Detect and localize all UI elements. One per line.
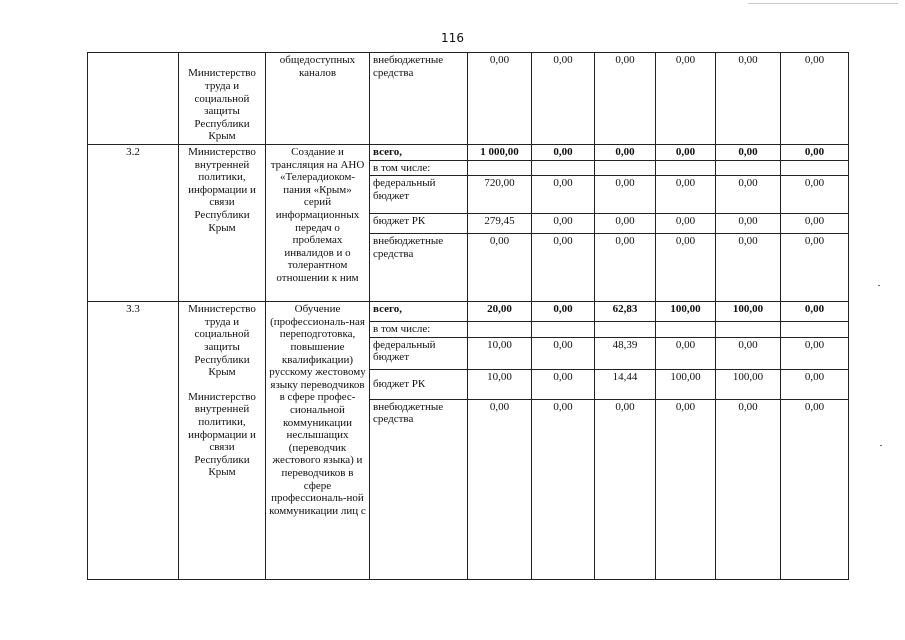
table-row bbox=[88, 53, 849, 145]
value-cell: 0,00 bbox=[595, 53, 656, 145]
empty-cell bbox=[532, 322, 595, 338]
row-number-cell: 3.3 bbox=[88, 302, 179, 580]
value-cell: 0,00 bbox=[468, 399, 532, 579]
value-cell: 0,00 bbox=[656, 214, 716, 234]
value-cell: 0,00 bbox=[595, 214, 656, 234]
empty-cell bbox=[781, 322, 849, 338]
value-cell: 0,00 bbox=[595, 176, 656, 214]
funding-source-cell: бюджет РК bbox=[370, 214, 468, 234]
value-cell: 0,00 bbox=[532, 302, 595, 322]
funding-source-cell: федеральный бюджет bbox=[370, 176, 468, 214]
value-cell: 0,00 bbox=[532, 53, 595, 145]
value-cell: 48,39 bbox=[595, 337, 656, 369]
funding-source-cell: внебюджетные средства bbox=[370, 53, 468, 145]
value-cell: 0,00 bbox=[656, 145, 716, 161]
value-cell: 0,00 bbox=[781, 176, 849, 214]
value-cell: 720,00 bbox=[468, 176, 532, 214]
value-cell: 14,44 bbox=[595, 369, 656, 399]
value-cell: 279,45 bbox=[468, 214, 532, 234]
executor-text: Министерство труда и социальной защиты Республики Крым bbox=[188, 303, 256, 379]
empty-cell bbox=[781, 160, 849, 176]
value-cell: 0,00 bbox=[716, 53, 781, 145]
value-cell: 1 000,00 bbox=[468, 145, 532, 161]
activity-cell: общедоступных каналов bbox=[266, 53, 370, 145]
value-cell: 0,00 bbox=[532, 337, 595, 369]
value-cell: 0,00 bbox=[656, 53, 716, 145]
funding-source-cell: внебюджетные средства bbox=[370, 234, 468, 302]
value-cell: 10,00 bbox=[468, 337, 532, 369]
empty-cell bbox=[716, 160, 781, 176]
empty-cell bbox=[595, 160, 656, 176]
value-cell: 0,00 bbox=[781, 145, 849, 161]
value-cell: 0,00 bbox=[532, 369, 595, 399]
funding-source-cell: всего, bbox=[370, 302, 468, 322]
funding-source-cell: в том числе: bbox=[370, 322, 468, 338]
funding-source-cell: федеральный бюджет bbox=[370, 337, 468, 369]
scan-speck bbox=[880, 445, 882, 446]
scan-edge-line bbox=[748, 3, 898, 4]
funding-source-cell: в том числе: bbox=[370, 160, 468, 176]
empty-cell bbox=[656, 322, 716, 338]
empty-cell bbox=[716, 322, 781, 338]
value-cell: 0,00 bbox=[532, 234, 595, 302]
value-cell: 0,00 bbox=[468, 234, 532, 302]
scan-speck bbox=[878, 285, 880, 286]
executor-cell bbox=[179, 302, 266, 580]
activity-cell: Обучение (профессиональ-ная переподготовка, повышение квалификации) русскому жестовому языку переводчиков в сфере профес-сиональной коммуникации неслышащих (переводчик жестового языка) и переводчиков в сфере профессиональ-ной коммуникации лиц с bbox=[266, 302, 370, 580]
value-cell: 0,00 bbox=[595, 399, 656, 579]
value-cell: 0,00 bbox=[532, 145, 595, 161]
value-cell: 0,00 bbox=[781, 53, 849, 145]
value-cell: 0,00 bbox=[781, 369, 849, 399]
activity-cell: Создание и трансляция на АНО «Телерадиоком-пания «Крым» серий информационных передач о проблемах инвалидов и о толерантном отношении к ним bbox=[266, 145, 370, 302]
value-cell: 0,00 bbox=[656, 234, 716, 302]
value-cell: 0,00 bbox=[532, 176, 595, 214]
value-cell: 0,00 bbox=[781, 302, 849, 322]
value-cell: 20,00 bbox=[468, 302, 532, 322]
value-cell: 0,00 bbox=[781, 399, 849, 579]
value-cell: 100,00 bbox=[656, 302, 716, 322]
budget-table bbox=[87, 52, 849, 580]
value-cell: 0,00 bbox=[595, 234, 656, 302]
value-cell: 0,00 bbox=[468, 53, 532, 145]
funding-source-cell: всего, bbox=[370, 145, 468, 161]
value-cell: 0,00 bbox=[716, 176, 781, 214]
value-cell: 100,00 bbox=[716, 369, 781, 399]
value-cell: 0,00 bbox=[532, 214, 595, 234]
value-cell: 0,00 bbox=[656, 399, 716, 579]
value-cell: 0,00 bbox=[532, 399, 595, 579]
value-cell: 100,00 bbox=[716, 302, 781, 322]
value-cell: 0,00 bbox=[716, 337, 781, 369]
value-cell: 0,00 bbox=[656, 337, 716, 369]
value-cell: 10,00 bbox=[468, 369, 532, 399]
value-cell: 62,83 bbox=[595, 302, 656, 322]
value-cell: 0,00 bbox=[595, 145, 656, 161]
row-number-cell bbox=[88, 53, 179, 145]
funding-source-cell: бюджет РК bbox=[370, 369, 468, 399]
page-number: 116 bbox=[441, 31, 464, 45]
empty-cell bbox=[595, 322, 656, 338]
funding-source-cell: внебюджетные средства bbox=[370, 399, 468, 579]
value-cell: 0,00 bbox=[716, 234, 781, 302]
empty-cell bbox=[532, 160, 595, 176]
executor-cell bbox=[179, 53, 266, 145]
row-number-cell: 3.2 bbox=[88, 145, 179, 302]
value-cell: 0,00 bbox=[656, 176, 716, 214]
executor-cell: Министерство внутренней политики, информации и связи Республики Крым bbox=[179, 145, 266, 302]
empty-cell bbox=[468, 160, 532, 176]
table-row bbox=[88, 145, 849, 161]
value-cell: 0,00 bbox=[781, 337, 849, 369]
table-row bbox=[88, 302, 849, 322]
empty-cell bbox=[468, 322, 532, 338]
value-cell: 100,00 bbox=[656, 369, 716, 399]
value-cell: 0,00 bbox=[716, 214, 781, 234]
value-cell: 0,00 bbox=[716, 145, 781, 161]
empty-cell bbox=[656, 160, 716, 176]
value-cell: 0,00 bbox=[781, 214, 849, 234]
executor-text: Министерство труда и социальной защиты Республики Крым bbox=[188, 67, 256, 143]
value-cell: 0,00 bbox=[781, 234, 849, 302]
co-executor-text: Министерство внутренней политики, информации и связи Республики Крым bbox=[188, 390, 256, 479]
value-cell: 0,00 bbox=[716, 399, 781, 579]
